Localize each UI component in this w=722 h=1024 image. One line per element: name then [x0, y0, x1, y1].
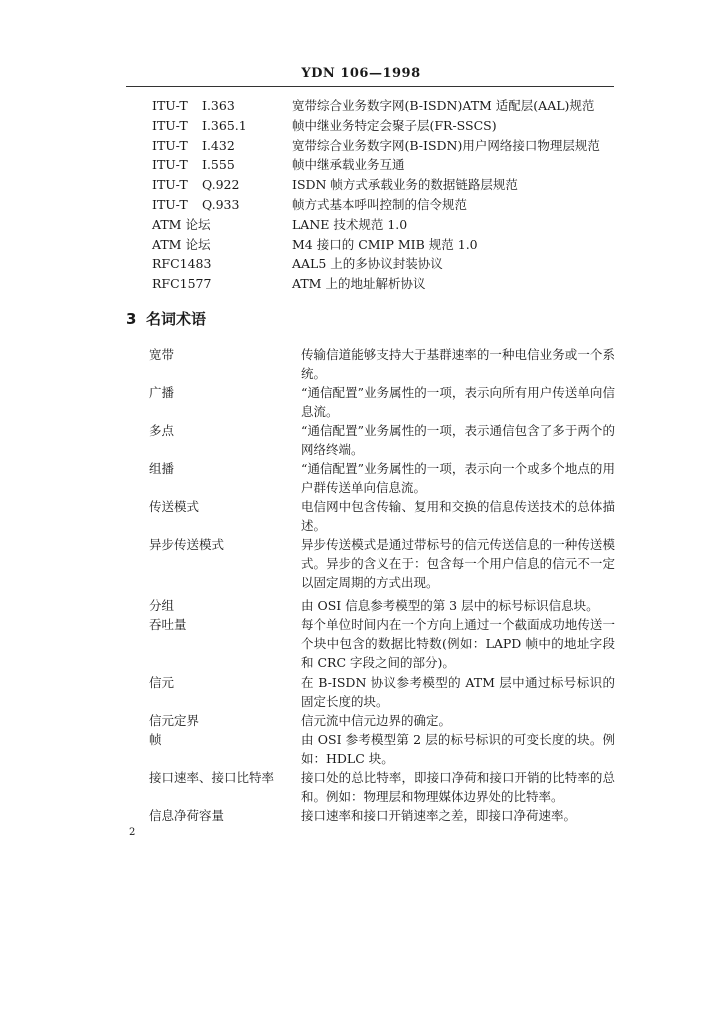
reference-item: [152, 195, 622, 215]
reference-title: ISDN 帧方式承载业务的数据链路层规范: [292, 177, 518, 193]
term-definition: 由 OSI 信息参考模型的第 3 层中的标号标识信息块。: [301, 598, 599, 613]
term-definition: 接口处的总比特率，即接口净荷和接口开销的比特率的总和。例如：物理层和物理媒体边界处的比特率。: [301, 770, 615, 804]
term: 信息净荷容量: [149, 808, 225, 823]
reference-org: ITU-T: [152, 137, 188, 153]
term-definition: “通信配置”业务属性的一项，表示向一个或多个地点的用户群传送单向信息流。: [301, 461, 615, 495]
term: 多点: [149, 423, 175, 438]
reference-item: [152, 96, 622, 116]
reference-org: RFC1483: [152, 256, 212, 272]
term: 分组: [149, 598, 175, 613]
reference-number: I.555: [202, 157, 235, 173]
term-definition: 在 B-ISDN 协议参考模型的 ATM 层中通过标号标识的固定长度的块。: [301, 675, 615, 709]
page-number: 2: [129, 827, 136, 838]
reference-title: LANE 技术规范 1.0: [292, 216, 408, 232]
term: 组播: [149, 461, 175, 476]
term: 传送模式: [149, 499, 200, 514]
term-definition: “通信配置”业务属性的一项，表示通信包含了多于两个的网络终端。: [301, 423, 615, 457]
term: 信元: [149, 675, 175, 690]
reference-org: ITU-T: [152, 196, 188, 212]
reference-number: I.363: [202, 98, 235, 113]
reference-item: [152, 155, 622, 175]
term: 宽带: [149, 347, 175, 362]
reference-title: 宽带综合业务数字网(B-ISDN)用户网络接口物理层规范: [292, 137, 600, 153]
term-definition: “通信配置”业务属性的一项，表示向所有用户传送单向信息流。: [301, 385, 615, 419]
reference-number: Q.922: [202, 177, 240, 193]
reference-title: 帧中继业务特定会聚子层(FR-SSCS): [292, 117, 497, 133]
reference-number: Q.933: [202, 196, 240, 212]
term: 帧: [149, 732, 162, 747]
reference-item: [152, 116, 622, 136]
document-header: YDN 106—1998: [301, 66, 421, 81]
reference-title: M4 接口的 CMIP MIB 规范 1.0: [292, 236, 478, 252]
reference-org: ITU-T: [152, 177, 188, 193]
reference-org: ITU-T: [152, 98, 188, 113]
reference-title: 帧中继承载业务互通: [292, 157, 405, 173]
section-title: 名词术语: [146, 310, 207, 328]
section-heading: [126, 308, 206, 329]
reference-item: [152, 175, 622, 195]
term-definition: 每个单位时间内在一个方向上通过一个截面成功地传送一个块中包含的数据比特数(例如：LAPD 帧中的地址字段和 CRC 字段之间的部分)。: [301, 617, 615, 670]
reference-org: ITU-T: [152, 117, 188, 133]
term-definition: 电信网中包含传输、复用和交换的信息传送技术的总体描述。: [301, 499, 615, 533]
reference-item: [152, 235, 622, 255]
header-rule: [126, 86, 614, 87]
term: 广播: [149, 385, 175, 400]
term: 接口速率、接口比特率: [149, 770, 275, 785]
term: 信元定界: [149, 713, 200, 728]
reference-item: [152, 274, 622, 294]
reference-org: ITU-T: [152, 157, 188, 173]
reference-org: ATM 论坛: [152, 216, 211, 232]
reference-org: RFC1577: [152, 276, 212, 292]
term-definition: 由 OSI 参考模型第 2 层的标号标识的可变长度的块。例如：HDLC 块。: [301, 732, 615, 766]
reference-title: 宽带综合业务数字网(B-ISDN)ATM 适配层(AAL)规范: [292, 98, 595, 113]
term: 异步传送模式: [149, 537, 225, 552]
term-definition: 信元流中信元边界的确定。: [301, 713, 452, 728]
reference-org: ATM 论坛: [152, 236, 211, 252]
reference-item: [152, 254, 622, 274]
section-number: 3: [126, 310, 137, 328]
reference-number: I.365.1: [202, 117, 247, 133]
term: 吞吐量: [149, 617, 187, 632]
term-definition: 传输信道能够支持大于基群速率的一种电信业务或一个系统。: [301, 347, 615, 381]
term-definition: 异步传送模式是通过带标号的信元传送信息的一种传送模式。异步的含义在于：包含每一个用户信息的信元不一定以固定周期的方式出现。: [301, 537, 615, 590]
reference-item: [152, 136, 622, 156]
reference-title: 帧方式基本呼叫控制的信令规范: [292, 196, 468, 212]
reference-list: [152, 96, 622, 294]
reference-title: ATM 上的地址解析协议: [292, 276, 426, 292]
reference-title: AAL5 上的多协议封装协议: [292, 256, 443, 272]
term-definition: 接口速率和接口开销速率之差，即接口净荷速率。: [301, 808, 577, 823]
reference-number: I.432: [202, 137, 235, 153]
reference-item: [152, 215, 622, 235]
